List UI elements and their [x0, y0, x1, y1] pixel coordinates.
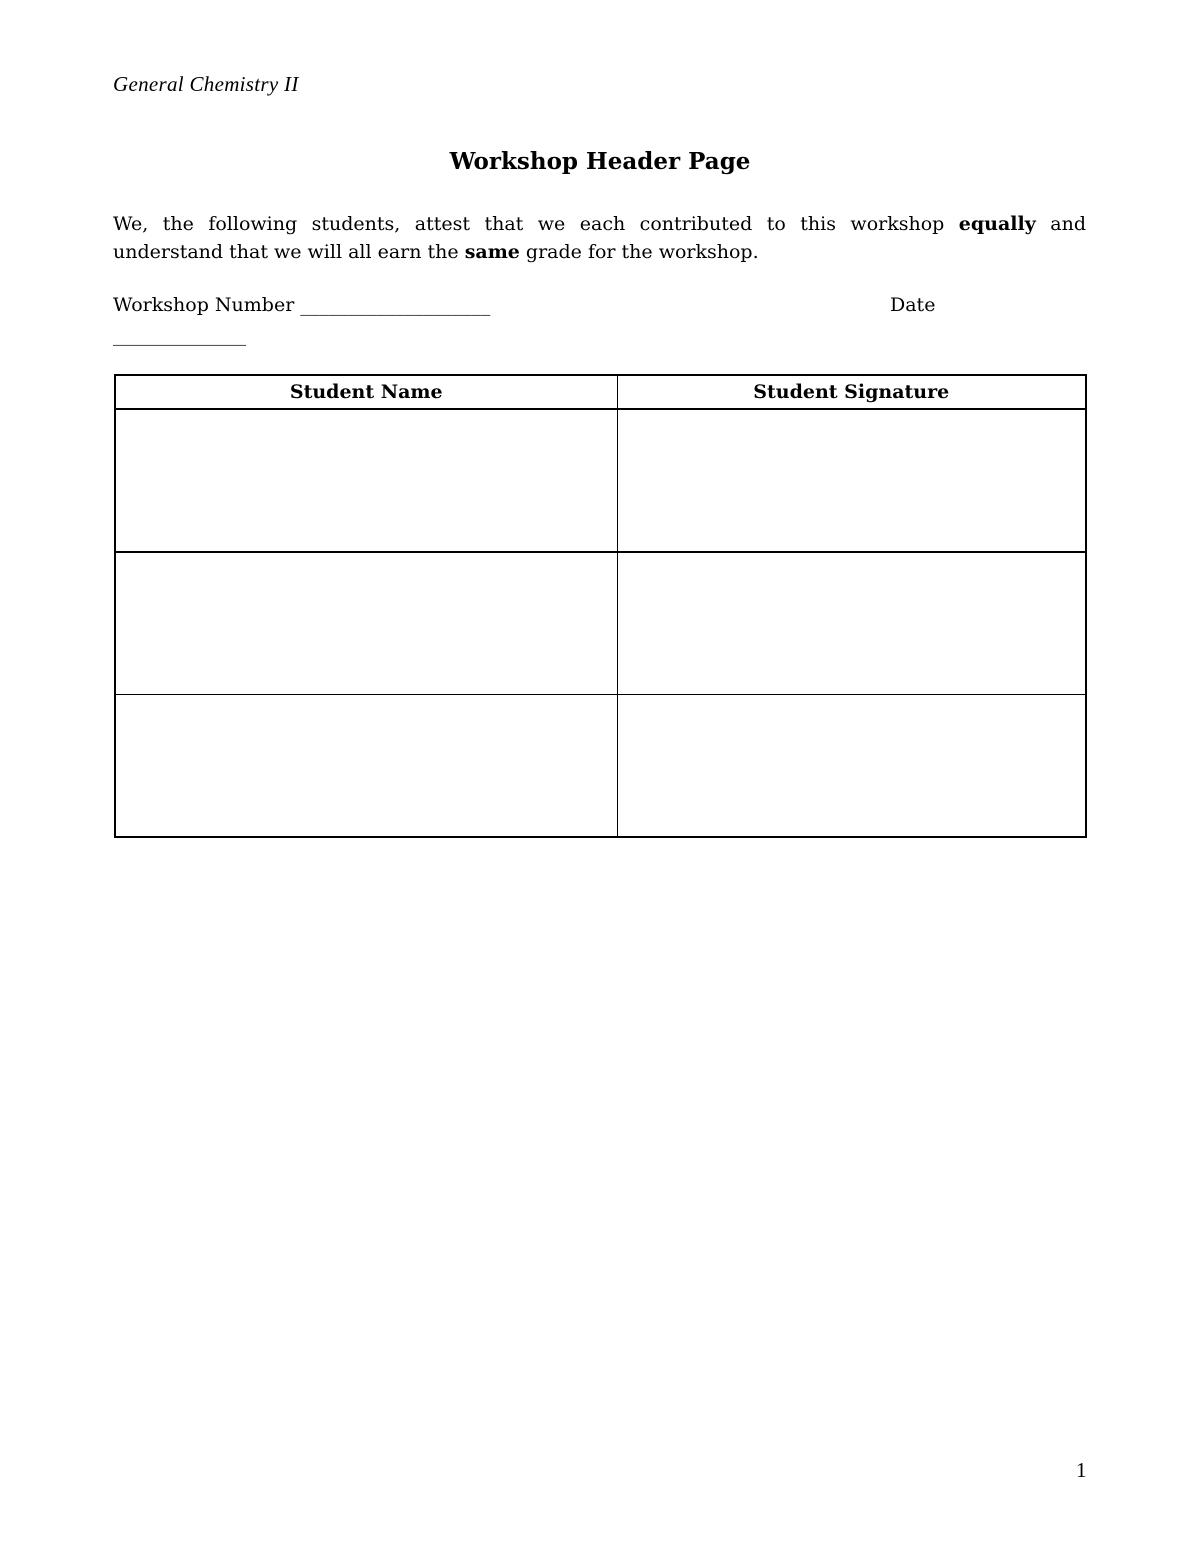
table-row	[115, 695, 1086, 838]
statement-text: We, the following students, attest that we each contributed to this workshop	[113, 213, 959, 235]
table-row	[115, 409, 1086, 552]
statement-text: grade for the workshop.	[519, 241, 759, 263]
student-signature-cell[interactable]	[617, 409, 1086, 552]
student-name-cell[interactable]	[115, 409, 617, 552]
student-table	[114, 374, 1087, 838]
student-name-cell[interactable]	[115, 695, 617, 838]
statement-emphasis-equally: equally	[958, 213, 1036, 235]
page-number: 1	[1076, 1458, 1087, 1482]
attestation-statement	[113, 210, 1086, 266]
column-header-student-signature: Student Signature	[617, 375, 1086, 409]
page-title: Workshop Header Page	[449, 148, 751, 175]
student-signature-cell[interactable]	[617, 695, 1086, 838]
statement-text: and	[1035, 213, 1086, 235]
table-row	[115, 552, 1086, 695]
statement-line-2	[113, 238, 1086, 266]
statement-text: understand that we will all earn the	[113, 241, 465, 263]
student-name-cell[interactable]	[115, 552, 617, 695]
workshop-number-field[interactable]: Workshop Number ____________________	[113, 294, 491, 316]
course-header: General Chemistry II	[113, 72, 299, 96]
table-header-row	[115, 375, 1086, 409]
column-header-student-name: Student Name	[115, 375, 617, 409]
statement-line-1	[113, 210, 1086, 238]
date-label: Date	[890, 294, 936, 316]
statement-emphasis-same: same	[464, 241, 520, 263]
student-signature-cell[interactable]	[617, 552, 1086, 695]
date-field[interactable]: ______________	[113, 324, 246, 346]
